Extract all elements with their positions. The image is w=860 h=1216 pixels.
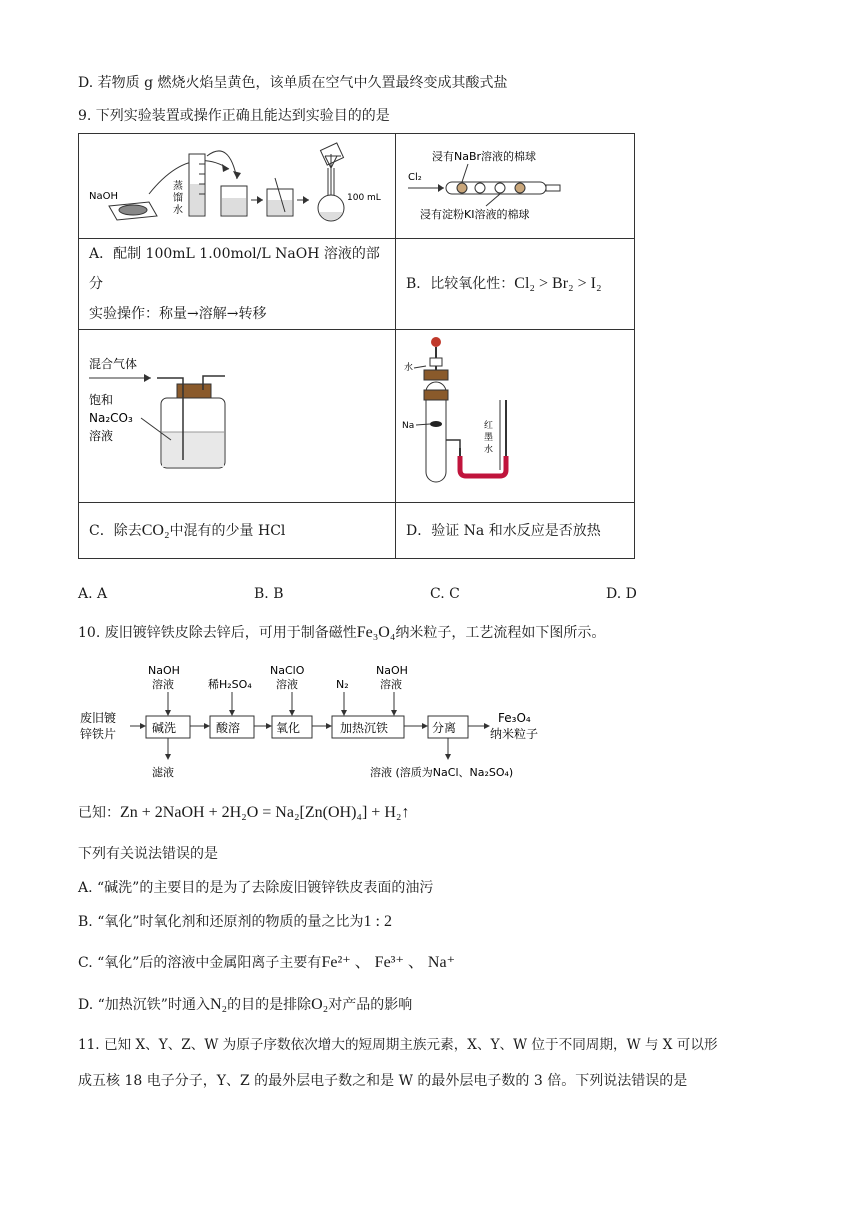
nabr-cotton-label: 浸有NaBr溶液的棉球 bbox=[432, 150, 537, 163]
cl2-label: Cl₂ bbox=[408, 172, 422, 183]
option-b-prefix: B．比较氧化性： bbox=[406, 276, 515, 292]
known-prefix: 已知： bbox=[78, 805, 120, 821]
q9-image-b bbox=[396, 134, 635, 239]
water-label-2: 馏 bbox=[173, 193, 183, 204]
process-flow-diagram bbox=[78, 660, 578, 784]
q10-option-b-prefix: B. “氧化”时氧化剂和还原剂的物质的量之比为 bbox=[78, 914, 364, 930]
input-naoh-1-sol: 溶液 bbox=[152, 678, 174, 691]
water-label-3: 水 bbox=[173, 205, 183, 216]
q9-option-a bbox=[79, 239, 396, 330]
red-ink-label-1: 红 bbox=[484, 421, 494, 431]
q10-option-b bbox=[78, 913, 392, 931]
input-naclo-sol: 溶液 bbox=[276, 678, 298, 691]
n2-formula: N₂ bbox=[209, 996, 228, 1013]
q9-option-b bbox=[396, 239, 635, 330]
box-heat-precipitate: 加热沉铁 bbox=[340, 721, 389, 735]
co2-formula: CO₂ bbox=[141, 521, 170, 539]
option-c-text bbox=[79, 516, 395, 546]
q10-option-d-prefix: D. “加热沉铁”时通入 bbox=[78, 997, 210, 1013]
ions-formula: Fe²⁺ 、 Fe³⁺ 、 Na⁺ bbox=[321, 954, 456, 971]
q10-option-d-mid: 的目的是排除 bbox=[227, 997, 312, 1013]
water-label-1: 蒸 bbox=[173, 181, 183, 192]
solution-label: 溶液 bbox=[89, 429, 114, 443]
gas-washing-bottle-diagram bbox=[79, 330, 395, 498]
q9-options-table bbox=[78, 133, 635, 559]
input-naoh-1: NaOH bbox=[148, 664, 180, 677]
input-naoh-2: NaOH bbox=[376, 664, 408, 677]
ki-cotton-label: 浸有淀粉KI溶液的棉球 bbox=[420, 208, 530, 221]
choice-d: D. D bbox=[606, 586, 637, 602]
option-b-text bbox=[396, 269, 634, 299]
output-solution: 溶液 (溶质为NaCl、Na₂SO₄) bbox=[370, 766, 514, 779]
product-label-2: 纳米粒子 bbox=[490, 727, 539, 741]
q9-option-c bbox=[79, 503, 396, 559]
box-oxidize: 氧化 bbox=[276, 721, 301, 735]
water-label: 水 bbox=[404, 363, 414, 373]
input-dilute-h2so4: 稀H₂SO₄ bbox=[208, 678, 252, 691]
q10-ask: 下列有关说法错误的是 bbox=[78, 846, 218, 862]
product-label-1: Fe₃O₄ bbox=[498, 711, 531, 725]
option-c-prefix: C．除去 bbox=[89, 522, 142, 539]
option-a-line1: A．配制 100mL 1.00mol/L NaOH 溶液的部分 bbox=[89, 246, 380, 292]
mixed-gas-label: 混合气体 bbox=[89, 357, 138, 371]
na-label: Na bbox=[402, 421, 415, 431]
q9-image-c bbox=[79, 330, 396, 503]
saturated-label: 饱和 bbox=[89, 393, 114, 407]
o2-formula: O₂ bbox=[311, 996, 329, 1013]
ratio-formula: 1 : 2 bbox=[363, 913, 392, 930]
start-label-2: 锌铁片 bbox=[80, 727, 117, 741]
q11-line2: 成五核 18 电子分子，Y、Z 的最外层电子数之和是 W 的最外层电子数的 3 倍。下列说法错误的是 bbox=[78, 1073, 688, 1089]
halogen-tube-diagram bbox=[396, 134, 634, 234]
fe3o4-formula: Fe₃O₄ bbox=[356, 624, 396, 641]
q10-option-d-suffix: 对产品的影响 bbox=[328, 997, 413, 1013]
q10-stem bbox=[78, 624, 605, 642]
q10-stem-prefix: 10. 废旧镀锌铁皮除去锌后，可用于制备磁性 bbox=[78, 625, 357, 641]
q10-option-d bbox=[78, 996, 412, 1014]
start-label-1: 废旧镀 bbox=[80, 711, 117, 725]
q9-option-d bbox=[396, 503, 635, 559]
option-d-text: D．验证 Na 和水反应是否放热 bbox=[406, 522, 601, 539]
known-reaction bbox=[78, 804, 409, 822]
volume-label: 100 mL bbox=[347, 193, 381, 203]
naoh-label: NaOH bbox=[89, 191, 118, 202]
na2co3-label: Na₂CO₃ bbox=[89, 411, 133, 425]
oxidizing-order-formula: Cl₂ > Br₂ > I₂ bbox=[514, 275, 602, 292]
input-naclo: NaClO bbox=[270, 664, 305, 677]
q10-option-a: A. “碱洗”的主要目的是为了去除废旧镀锌铁皮表面的油污 bbox=[78, 880, 434, 896]
q9-image-a bbox=[79, 134, 396, 239]
q10-stem-suffix: 纳米粒子，工艺流程如下图所示。 bbox=[395, 625, 606, 641]
q8-option-d: D. 若物质 g 燃烧火焰呈黄色，该单质在空气中久置最终变成其酸式盐 bbox=[78, 75, 508, 91]
box-separate: 分离 bbox=[432, 721, 457, 735]
red-ink-label-3: 水 bbox=[484, 445, 494, 455]
solution-preparation-diagram bbox=[79, 134, 395, 234]
choice-b: B. B bbox=[254, 586, 284, 602]
option-a-line2: 实验操作：称量→溶解→转移 bbox=[89, 306, 267, 322]
input-naoh-2-sol: 溶液 bbox=[380, 678, 402, 691]
box-alkali-wash: 碱洗 bbox=[152, 721, 177, 735]
output-filtrate: 滤液 bbox=[152, 766, 174, 779]
q10-option-c-prefix: C. “氧化”后的溶液中金属阳离子主要有 bbox=[78, 955, 322, 971]
choice-c: C. C bbox=[430, 586, 460, 602]
input-n2: N₂ bbox=[336, 678, 349, 691]
choice-a: A. A bbox=[78, 586, 108, 602]
q9-stem: 9. 下列实验装置或操作正确且能达到实验目的的是 bbox=[78, 108, 390, 124]
zinc-naoh-equation: Zn + 2NaOH + 2H₂O = Na₂[Zn(OH)₄] + H₂↑ bbox=[120, 804, 410, 821]
box-acid-dissolve: 酸溶 bbox=[216, 721, 241, 735]
q11-line1: 11. 已知 X、Y、Z、W 为原子序数依次增大的短周期主族元素，X、Y、W 位于不同周期，W 与 X 可以形 bbox=[78, 1037, 718, 1053]
option-c-suffix: 中混有的少量 HCl bbox=[169, 522, 286, 539]
red-ink-label-2: 墨 bbox=[484, 433, 494, 443]
na-water-test-diagram bbox=[396, 330, 634, 498]
q10-option-c bbox=[78, 954, 455, 972]
q9-image-d bbox=[396, 330, 635, 503]
